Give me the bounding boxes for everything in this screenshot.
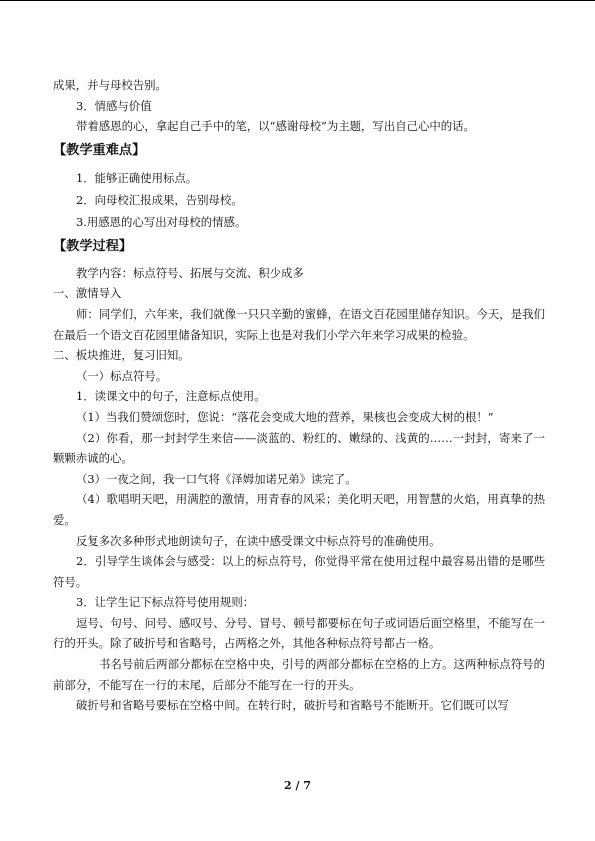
paragraph: 破折号和省略号要标在空格中间。在转行时，破折号和省略号不能断开。它们既可以写 xyxy=(76,698,509,713)
paragraph: （4）歌唱明天吧，用满腔的激情，用青春的风采；美化明天吧，用智慧的火焰，用真挚的热爱。 xyxy=(53,492,545,527)
paragraph: 3．情感与价值 xyxy=(76,98,152,113)
paragraph: 1．能够正确使用标点。 xyxy=(76,170,198,185)
paragraph: 2．向母校汇报成果，告别母校。 xyxy=(76,192,243,207)
paragraph: 师：同学们，六年来，我们就像一只只辛勤的蜜蜂，在语文百花园里储存知识。今天，是我们在最后一个语文百花园里储备知识，实际上也是对我们小学六年来学习成果的检验。 xyxy=(53,306,545,342)
page-number: 2 / 7 xyxy=(284,779,311,792)
paragraph: 二、板块推进，复习旧知。 xyxy=(53,348,190,363)
top-rule xyxy=(0,0,595,1)
section-heading: 【教学重难点】 xyxy=(53,142,146,158)
section-heading: 【教学过程】 xyxy=(53,238,133,254)
paragraph: （一）标点符号。 xyxy=(76,368,168,383)
paragraph: 逗号、句号、问号、感叹号、分号、冒号、顿号都要标在句子或词语后面空格里，不能写在一行的开头。除了破折号和省略号，占两格之外，其他各种标点符号都占一格。 xyxy=(53,615,545,651)
paragraph: 成果，并与母校告别。 xyxy=(53,78,167,92)
paragraph: 1．读课文中的句子，注意标点使用。 xyxy=(76,389,266,404)
paragraph: 3．让学生记下标点符号使用规则： xyxy=(76,595,255,610)
paragraph: （1）当我们赞颂您时，您说：“落花会变成大地的营养，果核也会变成大树的根！” xyxy=(76,409,494,424)
paragraph: 一、激情导入 xyxy=(53,286,122,301)
paragraph: 3.用感恩的心写出对母校的情感。 xyxy=(76,214,247,229)
paragraph: （3）一夜之间，我一口气将《泽姆加诺兄弟》读完了。 xyxy=(76,471,357,486)
paragraph: 书名号前后两部分都标在空格中央，引号的两部分都标在空格的上方。这两种标点符号的前部分，不能写在一行的末尾，后部分不能写在一行的开头。 xyxy=(53,657,545,692)
paragraph: 2．引导学生谈体会与感受：以上的标点符号，你觉得平常在使用过程中最容易出错的是哪些符号。 xyxy=(53,554,545,589)
paragraph: （2）你看，那一封封学生来信——淡蓝的、粉红的、嫩绿的、浅黄的……一封封，寄来了一颗颗赤诚的心。 xyxy=(53,430,545,466)
paragraph: 教学内容：标点符号、拓展与交流、积少成多 xyxy=(76,265,304,280)
document-body xyxy=(53,75,545,716)
paragraph: 带着感恩的心，拿起自己手中的笔，以“感谢母校”为主题，写出自己心中的话。 xyxy=(76,119,475,134)
paragraph: 反复多次多种形式地朗读句子，在读中感受课文中标点符号的准确使用。 xyxy=(76,533,441,548)
